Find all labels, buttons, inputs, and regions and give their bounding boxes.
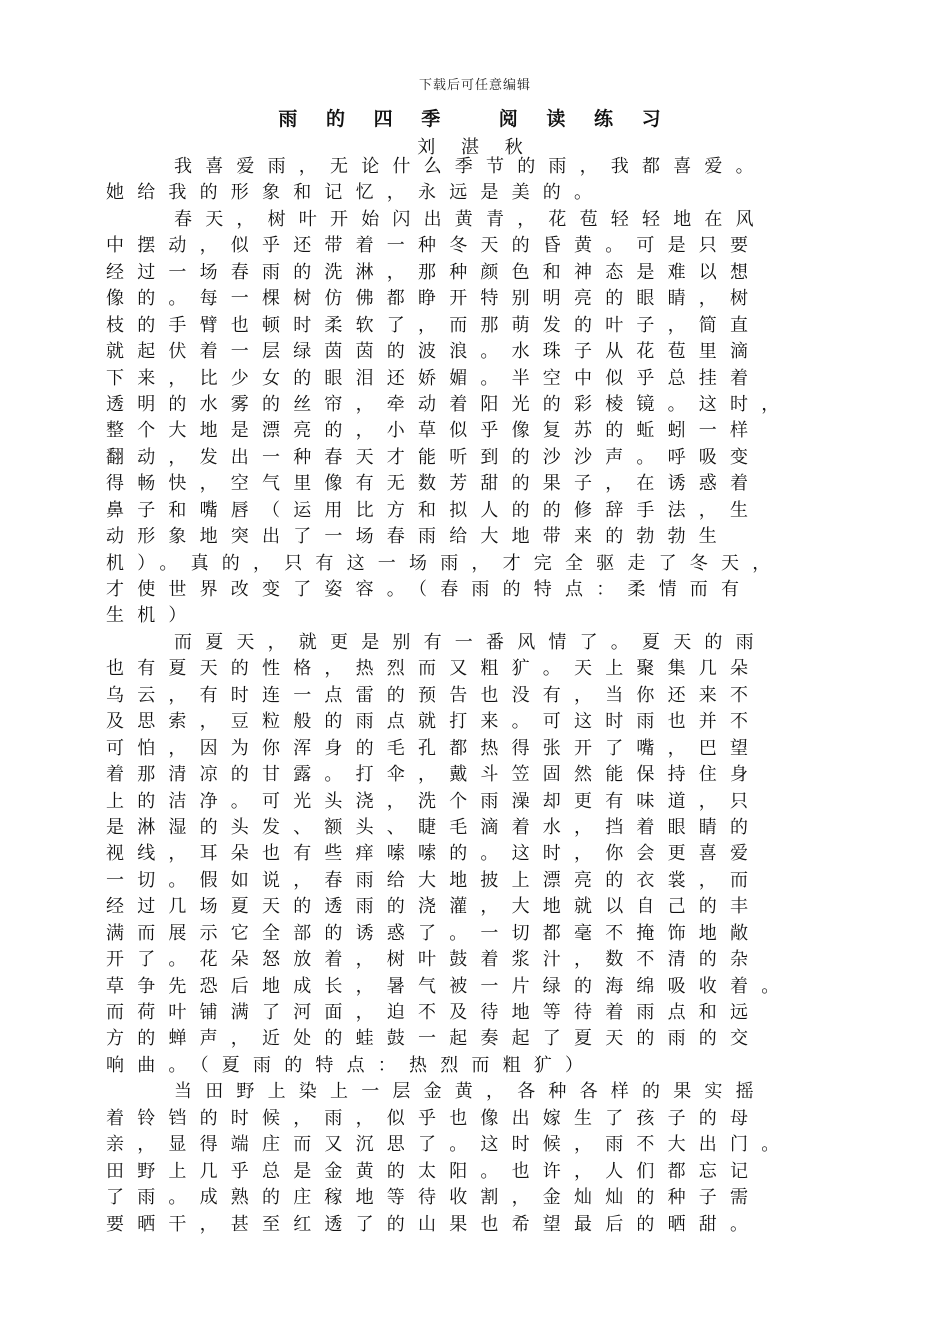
text-line: 经过一场春雨的洗淋，那种颜色和神态是难以想: [106, 261, 762, 283]
text-line: 可怕，因为你浑身的毛孔都热得张开了嘴，巴望: [106, 737, 762, 759]
text-line: 满而展示它全部的诱惑了。一切都毫不掩饰地敞: [106, 922, 762, 944]
text-line: 鼻子和嘴唇（运用比方和拟人的的修辞手法，生: [106, 499, 762, 521]
text-line: 而夏天，就更是别有一番风情了。夏天的雨: [174, 631, 767, 653]
text-line: 着那清凉的甘露。打伞，戴斗笠固然能保持住身: [106, 764, 762, 786]
text-line: 响曲。（夏雨的特点：热烈而粗犷）: [106, 1054, 597, 1076]
text-line: 枝的手臂也顿时柔软了，而那萌发的叶子，简直: [106, 314, 762, 336]
text-line: 她给我的形象和记忆，永远是美的。: [106, 182, 606, 204]
text-line: 要晒干，甚至红透了的山果也希望最后的晒甜。: [106, 1213, 762, 1235]
text-line: 下来，比少女的眼泪还娇媚。半空中似乎总挂着: [106, 367, 762, 389]
text-line: 像的。每一棵树仿佛都睁开特别明亮的眼睛，树: [106, 288, 762, 310]
text-line: 就起伏着一层绿茵茵的波浪。水珠子从花苞里滴: [106, 341, 762, 363]
text-line: 得畅快，空气里像有无数芳甜的果子，在诱惑着: [106, 473, 762, 495]
text-line: 机）。真的，只有这一场雨，才完全驱走了冬天，: [106, 552, 784, 574]
text-line: 才使世界改变了姿容。（春雨的特点：柔情而有: [106, 579, 753, 600]
text-line: 中摆动，似乎还带着一种冬天的昏黄。可是只要: [106, 235, 762, 257]
text-line: 乌云，有时连一点雷的预告也没有，当你还来不: [106, 684, 762, 706]
text-line: 透明的水雾的丝帘，牵动着阳光的彩棱镜。这时，: [106, 393, 793, 415]
text-line: 上的洁净。可光头浇，洗个雨澡却更有味道，只: [106, 790, 762, 812]
text-line: 开了。花朵怒放着，树叶鼓着浆汁，数不清的杂: [106, 949, 762, 971]
text-line: 整个大地是漂亮的，小草似乎像复苏的蚯蚓一样: [106, 420, 762, 442]
text-line: 生机）: [106, 605, 200, 627]
author: 刘 湛 秋: [417, 137, 533, 158]
text-line: 春天，树叶开始闪出黄青，花苞轻轻地在风: [174, 208, 767, 230]
text-line: 是淋湿的头发、额头、睫毛滴着水，挡着眼睛的: [106, 816, 762, 838]
text-line: 着铃铛的时候，雨，似乎也像出嫁生了孩子的母: [106, 1107, 762, 1129]
text-line: 也有夏天的性格，热烈而又粗犷。天上聚集几朵: [106, 658, 762, 680]
text-line: 翻动，发出一种春天才能听到的沙沙声。呼吸变: [106, 446, 762, 468]
text-line: 草争先恐后地成长，暑气被一片绿的海绵吸收着。: [106, 975, 793, 997]
text-line: 了雨。成熟的庄稼地等待收割，金灿灿的种子需: [106, 1187, 762, 1209]
header-note: 下载后可任意编辑: [418, 78, 531, 93]
text-line: 当田野上染上一层金黄，各种各样的果实摇: [174, 1081, 767, 1103]
body-text: [106, 154, 836, 1238]
text-line: 经过几场夏天的透雨的浇灌，大地就以自己的丰: [106, 896, 762, 918]
text-line: 及思索，豆粒般的雨点就打来。可这时雨也并不: [106, 711, 762, 733]
text-line: 视线，耳朵也有些痒嗦嗦的。这时，你会更喜爱: [106, 843, 762, 865]
text-line: 而荷叶铺满了河面，迫不及待地等待着雨点和远: [106, 1002, 762, 1023]
text-line: 方的蝉声，近处的蛙鼓一起奏起了夏天的雨的交: [106, 1028, 762, 1050]
page-title: 雨 的 四 季 阅 读 练 习: [278, 108, 672, 130]
text-line: 动形象地突出了一场春雨给大地带来的勃勃生: [106, 526, 730, 548]
text-line: 田野上几乎总是金黄的太阳。也许，人们都忘记: [106, 1160, 762, 1182]
text-line: 我喜爱雨，无论什么季节的雨，我都喜爱。: [174, 156, 767, 177]
text-line: 一切。假如说，春雨给大地披上漂亮的衣裳，而: [106, 869, 762, 891]
text-line: 亲，显得端庄而又沉思了。这时候，雨不大出门。: [106, 1134, 793, 1156]
